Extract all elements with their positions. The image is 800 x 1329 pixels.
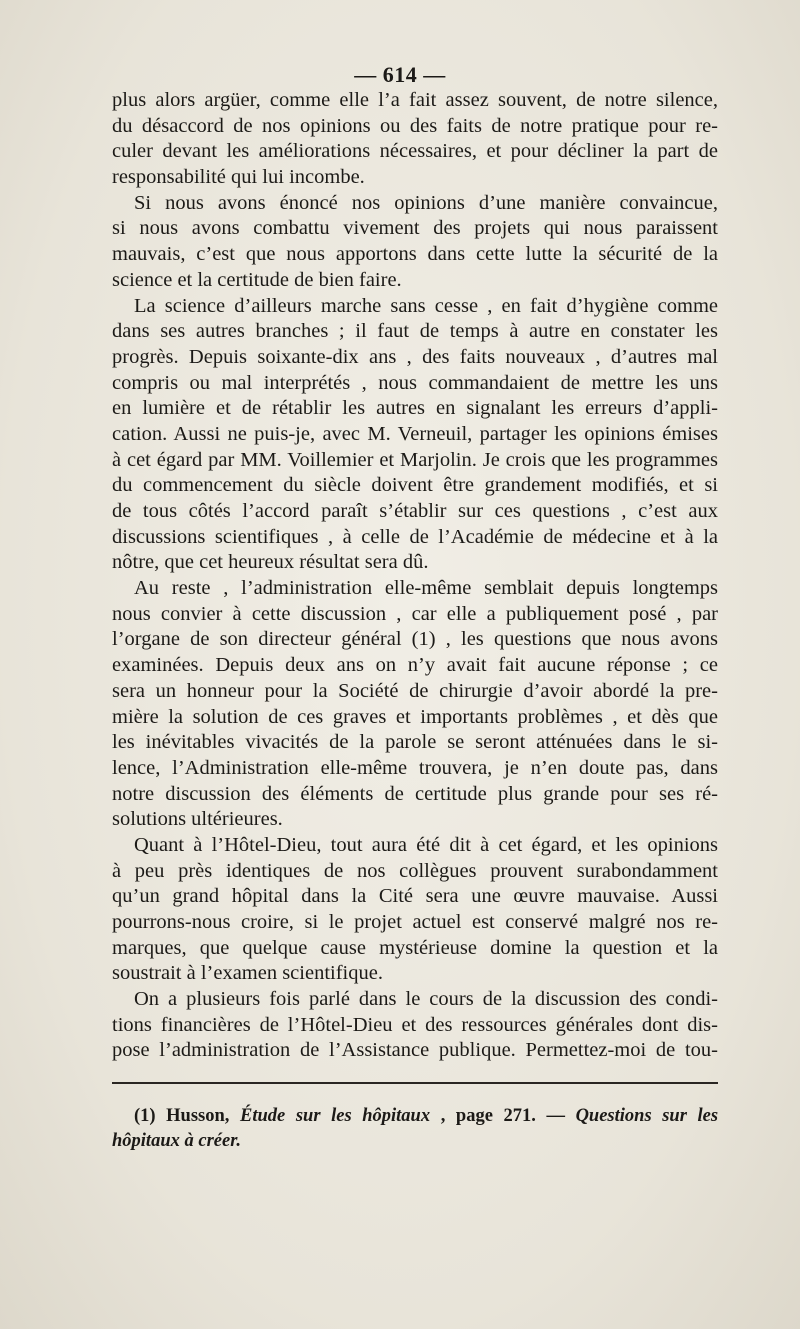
text-line: à peu près identiques de nos collègues prouvent surabondamment [112, 859, 718, 882]
text-line: mauvais, c’est que nous apportons dans cette lutte la sécurité de la [112, 243, 718, 266]
paragraph [112, 987, 718, 1064]
text-line: science et la certitude de bien faire. [112, 268, 402, 291]
text-line: Si nous avons énoncé nos opinions d’une manière convaincue, [134, 191, 718, 214]
text-line: discussions scientifiques , à celle de l’Académie de médecine et à la [112, 525, 718, 548]
footnote [112, 1104, 718, 1154]
text-line: cation. Aussi ne puis-je, avec M. Verneuil, partager les opinions émises [112, 422, 718, 445]
text-line: progrès. Depuis soixante-dix ans , des faits nouveaux , d’autres mal [112, 345, 718, 368]
text-line: responsabilité qui lui incombe. [112, 166, 365, 189]
text-line: solutions ultérieures. [112, 808, 283, 831]
text-line: du désaccord de nos opinions ou des faits de notre pratique pour re- [112, 114, 718, 137]
footnote-separator [112, 1082, 718, 1084]
footnote-dash: — [546, 1106, 565, 1126]
text-line: pourrons-nous croire, si le projet actuel est conservé malgré nos re- [112, 911, 718, 933]
text-line: Au reste , l’administration elle-même semblait depuis longtemps [134, 577, 718, 600]
footnote-subtitle-2: hôpitaux à créer. [112, 1131, 241, 1151]
text-line: lence, l’Administration elle-même trouvera, je n’en doute pas, dans [112, 756, 718, 779]
text-line: qu’un grand hôpital dans la Cité sera une œuvre mauvaise. Aussi [112, 885, 718, 908]
footnote-title: Étude sur les hôpitaux [240, 1106, 431, 1126]
text-line: mière la solution de ces graves et importants problèmes , et dès que [112, 705, 718, 728]
text-line: culer devant les améliorations nécessaires, et pour décliner la part de [112, 140, 718, 163]
text-line: dans ses autres branches ; il faut de temps à autre en constater les [112, 320, 718, 343]
text-line: soustrait à l’examen scientifique. [112, 962, 383, 985]
paragraph [112, 88, 718, 191]
paragraph [112, 833, 718, 987]
paragraph [112, 191, 718, 294]
text-line: compris ou mal interprétés , nous commandaient de mettre les uns [112, 371, 718, 394]
text-line: nous convier à cette discussion , car elle a publiquement posé , par [112, 602, 718, 625]
text-line: La science d’ailleurs marche sans cesse , en fait d’hygiène comme [134, 294, 718, 317]
footnote-line-2 [112, 1129, 718, 1154]
footnote-subtitle-1: Questions sur les [575, 1106, 718, 1126]
footnote-marker: (1) [134, 1106, 156, 1126]
footnote-line-1 [112, 1104, 718, 1129]
text-line: nôtre, que cet heureux résultat sera dû. [112, 551, 429, 574]
text-line: du commencement du siècle doivent être grandement modifiés, et si [112, 474, 718, 497]
paragraph [112, 576, 718, 833]
text-line: de tous côtés l’accord paraît s’établir sur ces questions , c’est aux [112, 500, 718, 522]
page-number: — 614 — [354, 62, 446, 87]
body-text [112, 88, 718, 1064]
text-line: notre discussion des éléments de certitude plus grande pour ses ré- [112, 782, 718, 805]
text-line: à cet égard par MM. Voillemier et Marjolin. Je crois que les programmes [112, 448, 718, 471]
text-line: marques, que quelque cause mystérieuse domine la question et la [112, 936, 718, 959]
paragraph [112, 294, 718, 577]
text-line: pose l’administration de l’Assistance publique. Permettez-moi de tou- [112, 1039, 718, 1062]
text-line: plus alors argüer, comme elle l’a fait assez souvent, de notre silence, [112, 89, 718, 111]
text-line: l’organe de son directeur général (1) , les questions que nous avons [112, 628, 718, 651]
text-line: sera un honneur pour la Société de chirurgie d’avoir abordé la pre- [112, 679, 718, 702]
text-line: les inévitables vivacités de la parole se seront atténuées dans le si- [112, 731, 718, 754]
text-line: en lumière et de rétablir les autres en signalant les erreurs d’appli- [112, 397, 718, 420]
text-line: Quant à l’Hôtel-Dieu, tout aura été dit à cet égard, et les opinions [134, 833, 718, 856]
text-line: On a plusieurs fois parlé dans le cours de la discussion des condi- [134, 988, 718, 1011]
text-line: si nous avons combattu vivement des projets qui nous paraissent [112, 217, 718, 240]
footnote-author: Husson, [166, 1106, 230, 1126]
text-line: tions financières de l’Hôtel-Dieu et des ressources générales dont dis- [112, 1013, 718, 1036]
footnote-page-ref: , page 271. [440, 1106, 536, 1126]
text-line: examinées. Depuis deux ans on n’y avait fait aucune réponse ; ce [112, 654, 718, 677]
